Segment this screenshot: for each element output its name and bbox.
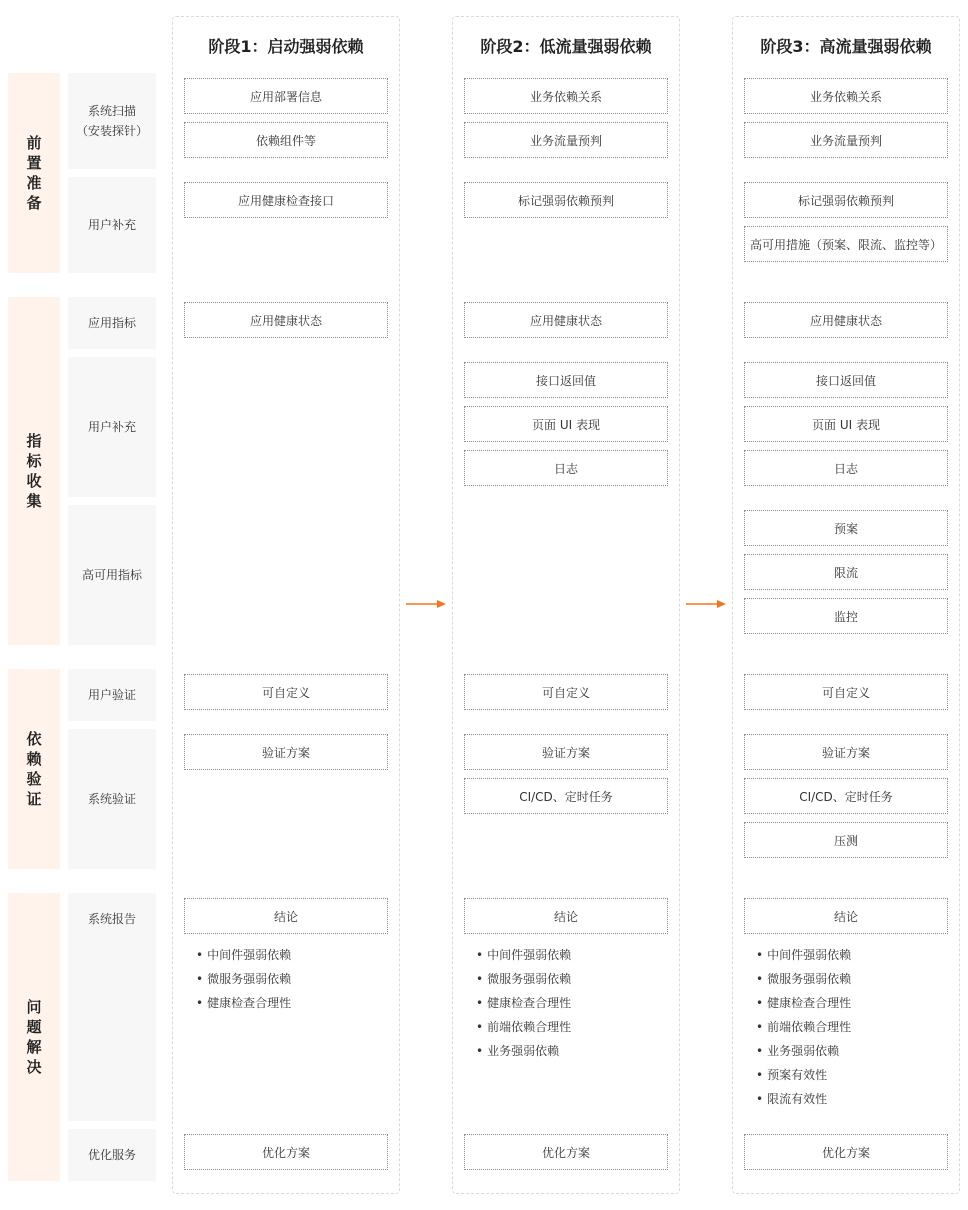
row-app-metrics: [68, 297, 156, 349]
s3-conclusion-box: 结论: [744, 898, 948, 934]
s3-conclusion-item: • 微服务强弱依赖: [756, 967, 851, 991]
row-user-supplement-2-label: 用户补充: [87, 420, 136, 434]
s2-health-state-box: 应用健康状态: [464, 302, 668, 338]
section-solve-label: 问题解决: [26, 998, 42, 1076]
s1-conclusion-item: • 中间件强弱依赖: [196, 943, 291, 967]
s3-conclusion-item: • 健康检查合理性: [756, 991, 851, 1015]
s2-conclusion-item: • 业务强弱依赖: [476, 1039, 559, 1063]
row-system-scan-line2: （安装探针）: [75, 124, 148, 138]
s1-plan-box: 验证方案: [184, 734, 388, 770]
row-user-supplement-1: [68, 177, 156, 273]
s2-conclusion-item: • 微服务强弱依赖: [476, 967, 571, 991]
s2-conclusion-item: • 健康检查合理性: [476, 991, 571, 1015]
s3-plan-box: 验证方案: [744, 734, 948, 770]
s1-custom-box: 可自定义: [184, 674, 388, 710]
s3-api-return-box: 接口返回值: [744, 362, 948, 398]
row-user-verify: [68, 669, 156, 721]
s3-custom-box: 可自定义: [744, 674, 948, 710]
s2-custom-box: 可自定义: [464, 674, 668, 710]
section-metrics-label: 指标收集: [26, 432, 42, 510]
row-system-verify-label: 系统验证: [87, 792, 136, 806]
s1-conclusion-item: • 微服务强弱依赖: [196, 967, 291, 991]
s2-optimize-box: 优化方案: [464, 1134, 668, 1170]
s3-conclusion-item: • 中间件强弱依赖: [756, 943, 851, 967]
s3-conclusion-item: • 前端依赖合理性: [756, 1015, 851, 1039]
s1-dep-components-box: 依赖组件等: [184, 122, 388, 158]
s2-biz-dep-box: 业务依赖关系: [464, 78, 668, 114]
row-user-supplement-2: [68, 357, 156, 497]
row-app-metrics-label: 应用指标: [87, 316, 136, 330]
section-solve: [8, 893, 60, 1181]
row-optimize-service: [68, 1129, 156, 1181]
s1-optimize-box: 优化方案: [184, 1134, 388, 1170]
stage-1-title: 阶段1：启动强弱依赖: [208, 37, 364, 56]
s3-traffic-predict-box: 业务流量预判: [744, 122, 948, 158]
s3-health-state-box: 应用健康状态: [744, 302, 948, 338]
s3-conclusion-item: • 预案有效性: [756, 1063, 827, 1087]
row-user-supplement-1-label: 用户补充: [87, 218, 136, 232]
stage-2-title: 阶段2：低流量强弱依赖: [480, 37, 652, 56]
s3-conclusion-item: • 限流有效性: [756, 1087, 827, 1111]
s3-log-box: 日志: [744, 450, 948, 486]
row-system-report: [68, 893, 156, 1121]
s1-conclusion-box: 结论: [184, 898, 388, 934]
s2-api-return-box: 接口返回值: [464, 362, 668, 398]
s3-ratelimit-box: 限流: [744, 554, 948, 590]
section-prep: [8, 73, 60, 273]
s3-optimize-box: 优化方案: [744, 1134, 948, 1170]
s2-conclusion-item: • 前端依赖合理性: [476, 1015, 571, 1039]
s2-ui-box: 页面 UI 表现: [464, 406, 668, 442]
stage-3-title: 阶段3：高流量强弱依赖: [760, 37, 932, 56]
s3-preplan-box: 预案: [744, 510, 948, 546]
row-system-scan-line1: 系统扫描: [87, 104, 136, 118]
s2-mark-predict-box: 标记强弱依赖预判: [464, 182, 668, 218]
arrow-right-icon: [406, 599, 446, 609]
s2-conclusion-item: • 中间件强弱依赖: [476, 943, 571, 967]
s2-log-box: 日志: [464, 450, 668, 486]
s3-biz-dep-box: 业务依赖关系: [744, 78, 948, 114]
section-verify: [8, 669, 60, 869]
s3-conclusion-item: • 业务强弱依赖: [756, 1039, 839, 1063]
row-ha-metrics: [68, 505, 156, 645]
s2-conclusion-box: 结论: [464, 898, 668, 934]
s3-mark-predict-box: 标记强弱依赖预判: [744, 182, 948, 218]
row-system-scan: [68, 73, 156, 169]
s3-ha-measures-box: 高可用措施（预案、限流、监控等）: [744, 226, 948, 262]
row-ha-metrics-label: 高可用指标: [81, 568, 142, 582]
section-prep-label: 前置准备: [26, 134, 42, 212]
s1-deploy-info-box: 应用部署信息: [184, 78, 388, 114]
s3-ui-box: 页面 UI 表现: [744, 406, 948, 442]
s1-health-api-box: 应用健康检查接口: [184, 182, 388, 218]
row-optimize-service-label: 优化服务: [87, 1148, 136, 1162]
row-system-report-label: 系统报告: [87, 912, 136, 926]
row-user-verify-label: 用户验证: [87, 688, 136, 702]
s1-conclusion-item: • 健康检查合理性: [196, 991, 291, 1015]
s3-monitor-box: 监控: [744, 598, 948, 634]
s3-cicd-box: CI/CD、定时任务: [744, 778, 948, 814]
s2-plan-box: 验证方案: [464, 734, 668, 770]
section-metrics: [8, 297, 60, 645]
row-system-verify: [68, 729, 156, 869]
s2-cicd-box: CI/CD、定时任务: [464, 778, 668, 814]
arrow-right-icon: [686, 599, 726, 609]
s2-traffic-predict-box: 业务流量预判: [464, 122, 668, 158]
section-verify-label: 依赖验证: [26, 730, 42, 808]
s3-stress-box: 压测: [744, 822, 948, 858]
s1-health-state-box: 应用健康状态: [184, 302, 388, 338]
